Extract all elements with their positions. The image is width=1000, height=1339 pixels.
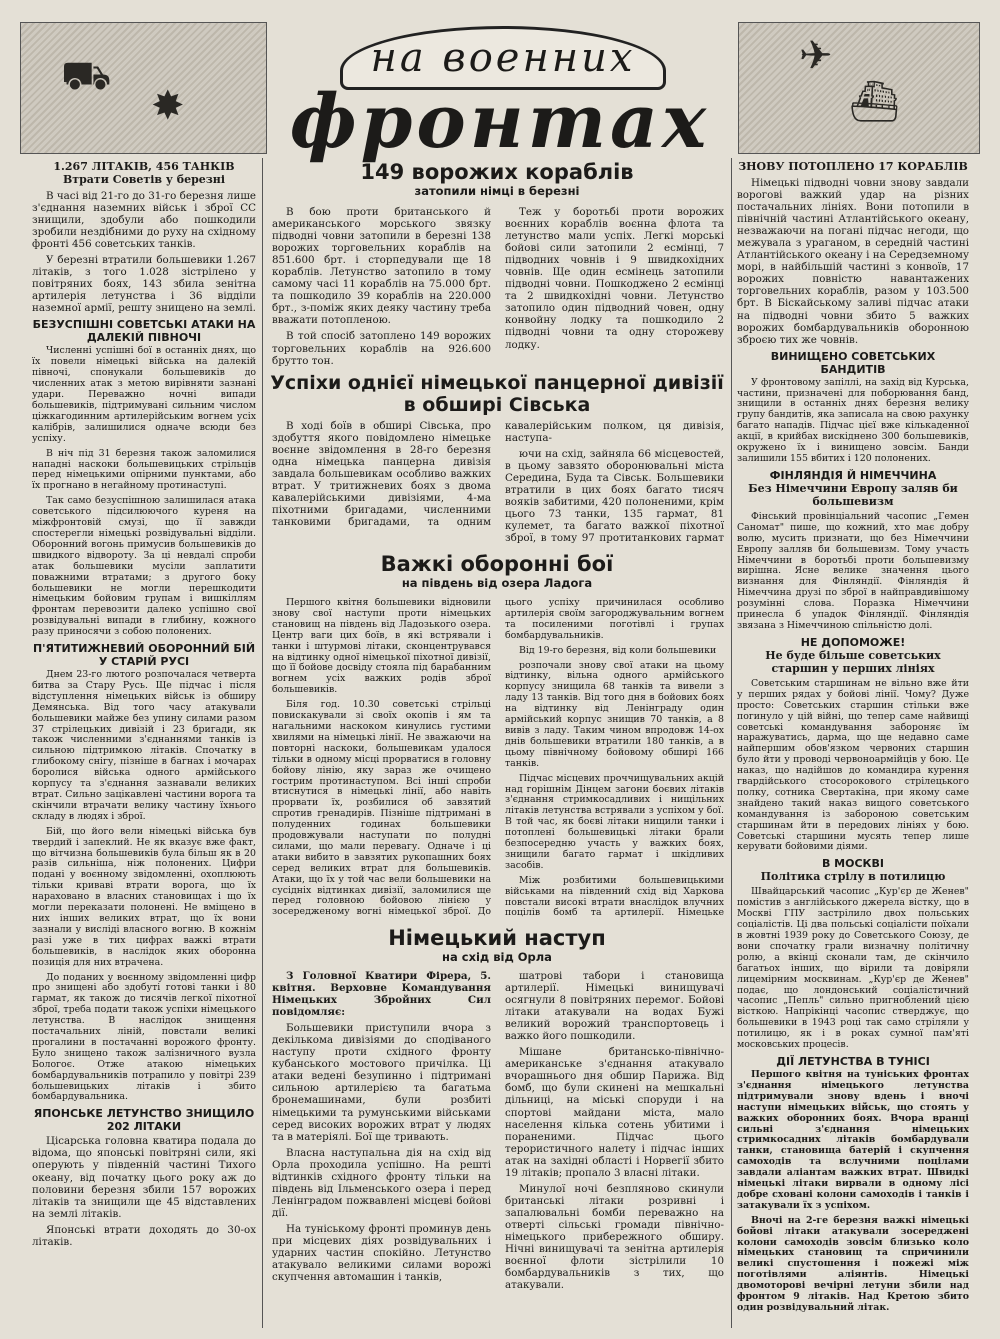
article-subtitle: Політика стрілу в потилицю xyxy=(760,870,946,884)
paragraph: розпочали знову свої атаки на цьому відтинку, вільна одного армійського корпусу знищила 68 танків та вивели з ладу 13 танків. Від того дня в бойових боях на відтинку від Ленінграду один армійський корпус знищив 70 танків, а 8 вивів з ладу. Таким чином впродовж 14-ох днів большевики втратили 180 танків, а в цьому північному бойовому обширі 166 танків. xyxy=(505,659,724,769)
paragraph: В той спосіб затоплено 149 ворожих торговельних кораблів на 926.600 брутто тон. xyxy=(272,330,491,367)
paragraph: ючи на схід, зайняла 66 місцевостей, в цьому завзято оборонювальні міста Середина, Буда та Сівськ. Большевики втратили в цих боях багато тисяч вояків забитими, 420 полоненими, крім цього 73 танки, 135 гармат, 81 кулемет, та багато важкої піхотної зброї, в тому 97 протитанкових гармат xyxy=(505,448,724,545)
paragraph: Японські втрати доходять до 30-ох літаків. xyxy=(32,1223,256,1248)
article-title: ВИНИЩЕНО СОВЕТСЬКИХ БАНДИТІВ xyxy=(770,349,936,376)
article-title: ЯПОНСЬКЕ ЛЕТУНСТВО ЗНИЩИЛО 202 ЛІТАКИ xyxy=(33,1107,255,1134)
tank-illustration xyxy=(20,22,267,154)
headline-sevsk xyxy=(268,372,726,416)
headline-title: Успіхи однієї німецької панцерної дивізії в обширі Сівська xyxy=(270,372,724,416)
paragraph: Теж у боротьбі проти ворожих воєнних кораблів воєнна флота та летунство мали успіх. Легкі морські бойові сили затопили 2 есмінці, 7 підводних човнів і 9 швидкохідних човнів. Ще один есмінець затопили підводні човни. Пошкоджено 2 есмінці та 2 швидкохідні човни. Летунство затопило один підводний човен, одну конвойну лодку та пошкодило 2 підводні човни та одну сторожеву лодку. xyxy=(505,206,724,351)
paragraph: Першого квітня большевики відновили знову свої наступи проти німецьких становищ на південь від Ладозького озера. Центр ваги цих боїв, в які встрявали і танки і штурмові літаки, сконцентрувався на відтинку одної німецької піхотної дивізії, що її бойове досвіду стояла під барабанним вогнем усіх важких родів зброї большевиків. xyxy=(272,598,491,696)
paragraph: Швайцарський часопис „Кур'єр де Женев" помістив з англійського джерела вістку, що в Москві ГПУ застрілило двох польських соціалістів. Ці два польські соціалісти поїхали в жовтні 1939 року до Советського Союзу, де вони спочатку грали визначну політичну ролю, а вкінці сконали там, де скінчило багатьох інших, що вірили та довіряли лицемірним москвинам. „Кур'єр де Женев" подає, що лондонський соціалістичний часопис „Пепль" сильно пригноблений цією вісткою. Напрікінці часопис стверджує, що большевики в 1943 році так само стріляли у потилицю, як і в роках сумної пам'яті московських процесів. xyxy=(737,886,969,1051)
article-title: П'ЯТИТИЖНЕВИЙ ОБОРОННИЙ БІЙ У СТАРІЙ РУСІ xyxy=(32,642,256,669)
paragraph: У фронтовому запіллі, на захід від Курська, частини, призначені для поборювання банд, знищили в останніх днях березня велику групу бандитів, яка записала на свою рахунку багато нападів. Підчас цієї вже кількаденної акції, в крийбах вискіднено 300 большевиків, окружено їх і винищено зовсім. Банди залишили 155 вбитих і 120 полонених. xyxy=(737,376,969,464)
warship-illustration xyxy=(738,22,980,154)
paragraph: Так само безуспішною залишилася атака советського підсилюючого куреня на міжфронтовій смузі, що її завжди спостерегли німецькі розвідувальні відділи. Оборонний вогонь примусив большевиків до швидкого відвороту. За ці невдалі спроби атак большевики мусіли заплатити поважними втратами; з другого боку большевики не могли перешкодити німецьким бойовим групам і вишкіллям фронтам перевозити далеко успішно свої розвідувальні випади в глибину, кожного разу приносячи з собою полонених. xyxy=(32,495,256,638)
masthead-line1: на военних xyxy=(370,35,636,81)
paragraph: Власна наступальна дія на схід від Орла проходила успішно. На решті відтинків східного фронту тільки на південь від Ільменського озера і перед Ленінградом пожвавлені місцеві бойові дії. xyxy=(272,1146,491,1219)
paragraph: Цісарська головна кватира подала до відома, що японські повітряні сили, які оперують у південній частині Тихого океану, від початку цього року аж до половини березня збили 157 ворожих літаків та знищили ще 45 відставлених на землі літаків. xyxy=(32,1135,256,1220)
headline-title: 149 ворожих кораблів xyxy=(360,160,634,184)
paragraph: Першого квітня на туніських фронтах з'єднання німецького летунства підтримували знову вдень і вночі наступи німецьких військ, що стоять у важких оборонних боях. Вчора вранці сильні з'єднання німецьких стримкосадних літаків бомбардували танки, становища батерій і скупчення самоходів та вслучними поцілами завдали аліантам важких втрат. Швидкі німецькі літаки вирвали в одному лісі добре сховані колони самоходів і танків і затакували їх з успіхом. xyxy=(737,1068,969,1211)
masthead xyxy=(20,8,980,165)
paragraph: Численні успішні бої в останніх днях, що їх повели німецькі війська на далекій півночі, спонукали большевиків до численних атак з метою вирівняти зазнані удари. Переважно ночні випади большевиків, підтримувані сильним числом ціжкагодинним артилерійським вогнем усіх калібрів, залишилися одначе всюди без успіху. xyxy=(32,345,256,444)
headline-subtitle: на південь від озера Ладога xyxy=(401,576,593,590)
paragraph: На туніському фронті проминув день при місцевих діях розвідувальних і ударних частин спокійно. Летунство атакувало великими силами ворожі скупчення автомашин і танків, xyxy=(272,1222,491,1284)
paragraph: Підчас місцевих проччищувальних акцій над горішнім Дінцем загони боєвих літаків з'єднання стримкосадливих і нищільних літаків летунства встрявали з успіхом у бої. В той час, як боєві літаки нищили танки і потоплені большевицькі літаки брали безпосередню участь у важких боях, знищили багато гармат і шкідливих засобів. xyxy=(505,772,724,871)
left-column xyxy=(32,160,256,1330)
paragraph: Від 19-го березня, від коли большевики xyxy=(519,644,717,656)
article-subtitle: Втрати Советів у березні xyxy=(62,173,226,186)
paragraph: Бій, що його вели німецькі війська був твердий і запеклий. Не як вказує вже факт, що вітчизна большевиків була більш як в 20 разів сильніша, ніж полонених. Цифри подані у воєнному звідомленні, охоплюють тільки криваві втрати ворога, що їх нараховано в власних становищах і що їх могли переказати полонені. Не вміщено в них інших великих втрат, що їх вони зазнали у висліді власного вогню. В кожнім разі уже в тих цифрах важкі втрати большевиків, в наслідок яких оборонна позиція для них втрачена. xyxy=(32,825,256,968)
paragraph: До поданих у воєнному звідомленні цифр про знищені або здобуті готові танки і 80 гармат, як також до тисячів легкої піхотної зброї, треба подати також успіхи німецького летунства. В наслідок знищення постачальних ліній, повстали великі прогалини в постачанні ворожого фронту. Було знищено також залізничного вузла Бологоє. Отже атакою німецьких бомбардувальників потрапило у повітрі 239 большевицьких літаків і збито бомбардувальника. xyxy=(32,971,256,1103)
article-ladoga xyxy=(272,598,724,920)
article-subtitle: Не буде більше советських старшин у перших лініях xyxy=(765,648,941,675)
paragraph: Фінський провінціальний часопис „Гемен Саномат" пише, що кожний, хто має добру волю, мусить признати, що без Німеччини Европу залляв би большевизм. Тому участь Німеччини в боротьбі проти большевизму вирішна. Ясне велике значення цього визнання для Фінляндії. Фінляндія й Німеччина друзі по зброї в найправдивішому розумінні слова. Поразка Німеччини принесла б упадок Фінляндії. Фінляндія звязана з Німеччиною спільністю долі. xyxy=(737,510,969,631)
paragraph: Советським старшинам не вільно вже йти у перших рядах у бойові лінії. Чому? Дуже просто: Советських старшин стільки вже погинуло у цій війні, що тепер саме найвищі советські командування забороняє їм наражуватись, дарма, що ще недавно саме найпершим обов'язком червоних старшин було йти у проводі червоноармійців у бою. Це наказ, що надійшов до командира курення гвардійського стосорокового стрілецького полку, сотника Свертакіна, при якому саме знайдено такий наказ вищого советського командування із забороною советським старшинам йти в передових лініях у бою. Советські старшини мусять тепер лише керувати бойовими діями. xyxy=(737,677,969,853)
article-sevsk xyxy=(272,420,724,550)
headline-title: Важкі оборонні бої xyxy=(380,552,614,576)
masthead-title: фронтах xyxy=(289,79,711,165)
paragraph: Вночі на 2-ге березня важкі німецькі бойові літаки атакували зосереджені колони самоходів зовсім близько коло німецьких становищ та спричинили великі спустошення і пожежі між поготівлями аліянтів. Німецькі двомоторові вечірні летуни збили над фронтом 9 літаків. Над Кретою збито один розвідувальний літак. xyxy=(737,1214,969,1313)
paragraph: Минулої ночі безпляново скинули британські літаки розривні і запалювальні бомби переважно на отверті сільські громади північно-німецького прибережного обширу. Нічні винищувачі та зенітна артилерія воєнної флоти зістрілили 10 бомбардувальників з тих, що атакували. xyxy=(505,1182,724,1292)
article-title: 1.267 ЛІТАКІВ, 456 ТАНКІВ xyxy=(53,160,235,173)
article-title: ЗНОВУ ПОТОПЛЕНО 17 КОРАБЛІВ xyxy=(738,160,968,173)
headline-subtitle: на схід від Орла xyxy=(442,950,552,964)
article-title: БЕЗУСПІШНІ СОВЕТСЬКІ АТАКИ НА ДАЛЕКІЙ ПІВНОЧІ xyxy=(32,318,256,345)
right-column xyxy=(737,160,969,1330)
paragraph: Біля год. 10.30 советські стрільці повискакували зі своїх окопів і ям та нагальними наскоком кинулись густими хвилями на німецькі лінії. Не зважаючи на повторні наскоки, большевикам удалося тільки в одному місці прорватися в головну бойову лінію, яку зараз же очищено гострим протинаступом. Всі інші спроби втиснутися в німецькі лінії, або навіть прорвати їх, розбилися об завзятий спротив гренадирів. Пізніше підтримані в полуденних годинах большевики продовжували наступати по полудні силами, що мали перевагу. Одначе і ці атаки вибито в завзятих рукопашних боях серед великих втрат для большевиків. Атаки, що їх у той час вели большевики на сусідніх відтинках дивізії, заломилися ще перед головною бойовою лінією у зосередженому вогні німецької зброї. До цього успіху причинилася особливо артилерія своїм загороджувальним вогнем та посиленими поготівлі і групах бомбардувальників. xyxy=(272,598,724,918)
article-title: ФІНЛЯНДІЯ Й НІМЕЧЧИНА xyxy=(769,468,937,482)
explosion-icon: ✸ xyxy=(151,83,185,129)
article-orel xyxy=(272,970,724,1330)
paragraph: В бою проти британського й американського морського звязку підводні човни затопили в березні 138 ворожих торговельних кораблів на 851.600 брт. і сторпедували ще 18 кораблів. Летунство затопило в тому самому часі 11 кораблів на 75.000 брт. та пошкодило 39 кораблів на 220.000 брт., з-поміж яких деяку частину треба вважати потопленою. xyxy=(272,206,491,327)
paragraph: В часі від 21-го до 31-го березня лише з'єднання наземних військ і зброї СС знищили, здобули або пошкодили зробили нездібними до руху на східному фронті 456 советських танків. xyxy=(32,190,256,251)
paragraph: шатрові табори і становища артилерії. Німецькі винищувачі осягнули 8 повітряних перемог. Бойові літаки атакували на водах Бужі великий ворожий транспортовець і важко його пошкодили. xyxy=(505,970,724,1043)
headline-ships xyxy=(268,160,726,198)
article-ships xyxy=(272,206,724,370)
ship-icon: ⛴ xyxy=(849,79,900,125)
paragraph-lead: З Головної Кватири Фірера, 5. квітня. Верховне Командування Німецьких Збройних Сил повідомляє: xyxy=(272,970,491,1019)
article-subtitle: Без Німеччини Европу заляв би большевизм xyxy=(748,481,958,508)
paragraph: Німецькі підводні човни знову завдали ворогові важкий удар на різних постачальних лініях. Вони потопили в північній частині Атлантійського океану, незважаючи на погані підчас негоди, що межувала з ураганом, в середній частині Атлантійського океану і на Середземному морі, в найбільшій частині з конвоїв, 17 ворожих повністю навантажених торговельних кораблів, разом у 103.500 брт. В Біскайському заливі підчас атаки на підводні човни збито 5 важких ворожих бомбардувальників оборонною зброєю тих же човнів. xyxy=(737,177,969,346)
paragraph: Большевики приступили вчора з декількома дивізіями до сподіваного наступу проти східного фронту кубанського мостового причілка. Ці атаки ведені безупинно і підтримані сильною артилерією та багатьма бронемашинами, були розбиті німецькими та румунськими військами серед високих ворожих втрат у людях та в матеріялі. Бої ще тривають. xyxy=(272,1022,491,1143)
plane-icon: ✈ xyxy=(799,33,833,79)
column-rule xyxy=(262,158,263,1328)
headline-ladoga xyxy=(268,552,726,590)
article-title: НЕ ДОПОМОЖЕ! xyxy=(800,635,906,649)
tank-icon: ⛟ xyxy=(61,53,112,99)
headline-orel xyxy=(268,926,726,964)
paragraph: В ніч під 31 березня також заломилися нападні наскоки большевицьких стрільців перед німецькими опірними пунктами, або їх прогнано в негайному протинаступі. xyxy=(32,447,256,492)
article-title: В МОСКВІ xyxy=(821,857,885,871)
paragraph: Між розбитими большевицькими військами на південний схід від Харкова повстали високі втрати внаслідок влучних поцілів бомб та артилерії. Німецьке xyxy=(505,874,724,919)
headline-title: Німецький наступ xyxy=(388,926,606,950)
headline-subtitle: затопили німці в березні xyxy=(414,184,580,198)
paragraph: Мішане британсько-північно-американське з'єднання атакувало вчорашнього дня обшир Парижа. Від бомб, що були скинені на мешкальні дільниці, на міські споруди і на спортові майдани міста, мало населення кілька сотень убитими і пораненими. Підчас цього терористичного налету і підчас інших атак на західні області і Норвегії збито 19 літаків; пропало 3 власні літаки. xyxy=(505,1046,724,1179)
article-title: ДІЇ ЛЕТУНСТВА В ТУНІСІ xyxy=(776,1054,930,1068)
paragraph: У березні втратили большевики 1.267 літаків, з того 1.028 зістрілено у повітряних боях, 143 збила зенітна артилерія летунства і 36 відділи наземної армії, решту знищено на землі. xyxy=(32,254,256,315)
paragraph: Днем 23-го лютого розпочалася четверта битва за Стару Русь. Ще підчас і після відступлення німецьких військ із обширу Демянська. Від того часу атакували большевики майже без упину силами разом 37 стрілецьких дивізій і 23 бригади, як також численними з'єднаннями танків із сильною підтримкою літаків. Спочатку в глибокому снігу, пізніше в багнах і мочарах боролися війська одного армійського корпусу та з'єднання зазнавали великих втрат. Сильно зацікавлені частини ворога та скінчили втрачати велику частину їхнього складу в людях і зброї. xyxy=(32,669,256,822)
column-rule xyxy=(731,158,732,1328)
paragraph: В ході боїв в обширі Сівська, про здобуття якого повідомлено німецьке воєнне звідомлення в 28-го березня одна німецька панцерна дивізія завдала большевикам особливо важких втрат. У тритижневих боях з двома кавалерійськими дивізіями, 4-ма піхотними бригадами, численними танковими бригадами, та одним кавалерійським полком, ця дивізія, наступа- xyxy=(272,420,724,529)
